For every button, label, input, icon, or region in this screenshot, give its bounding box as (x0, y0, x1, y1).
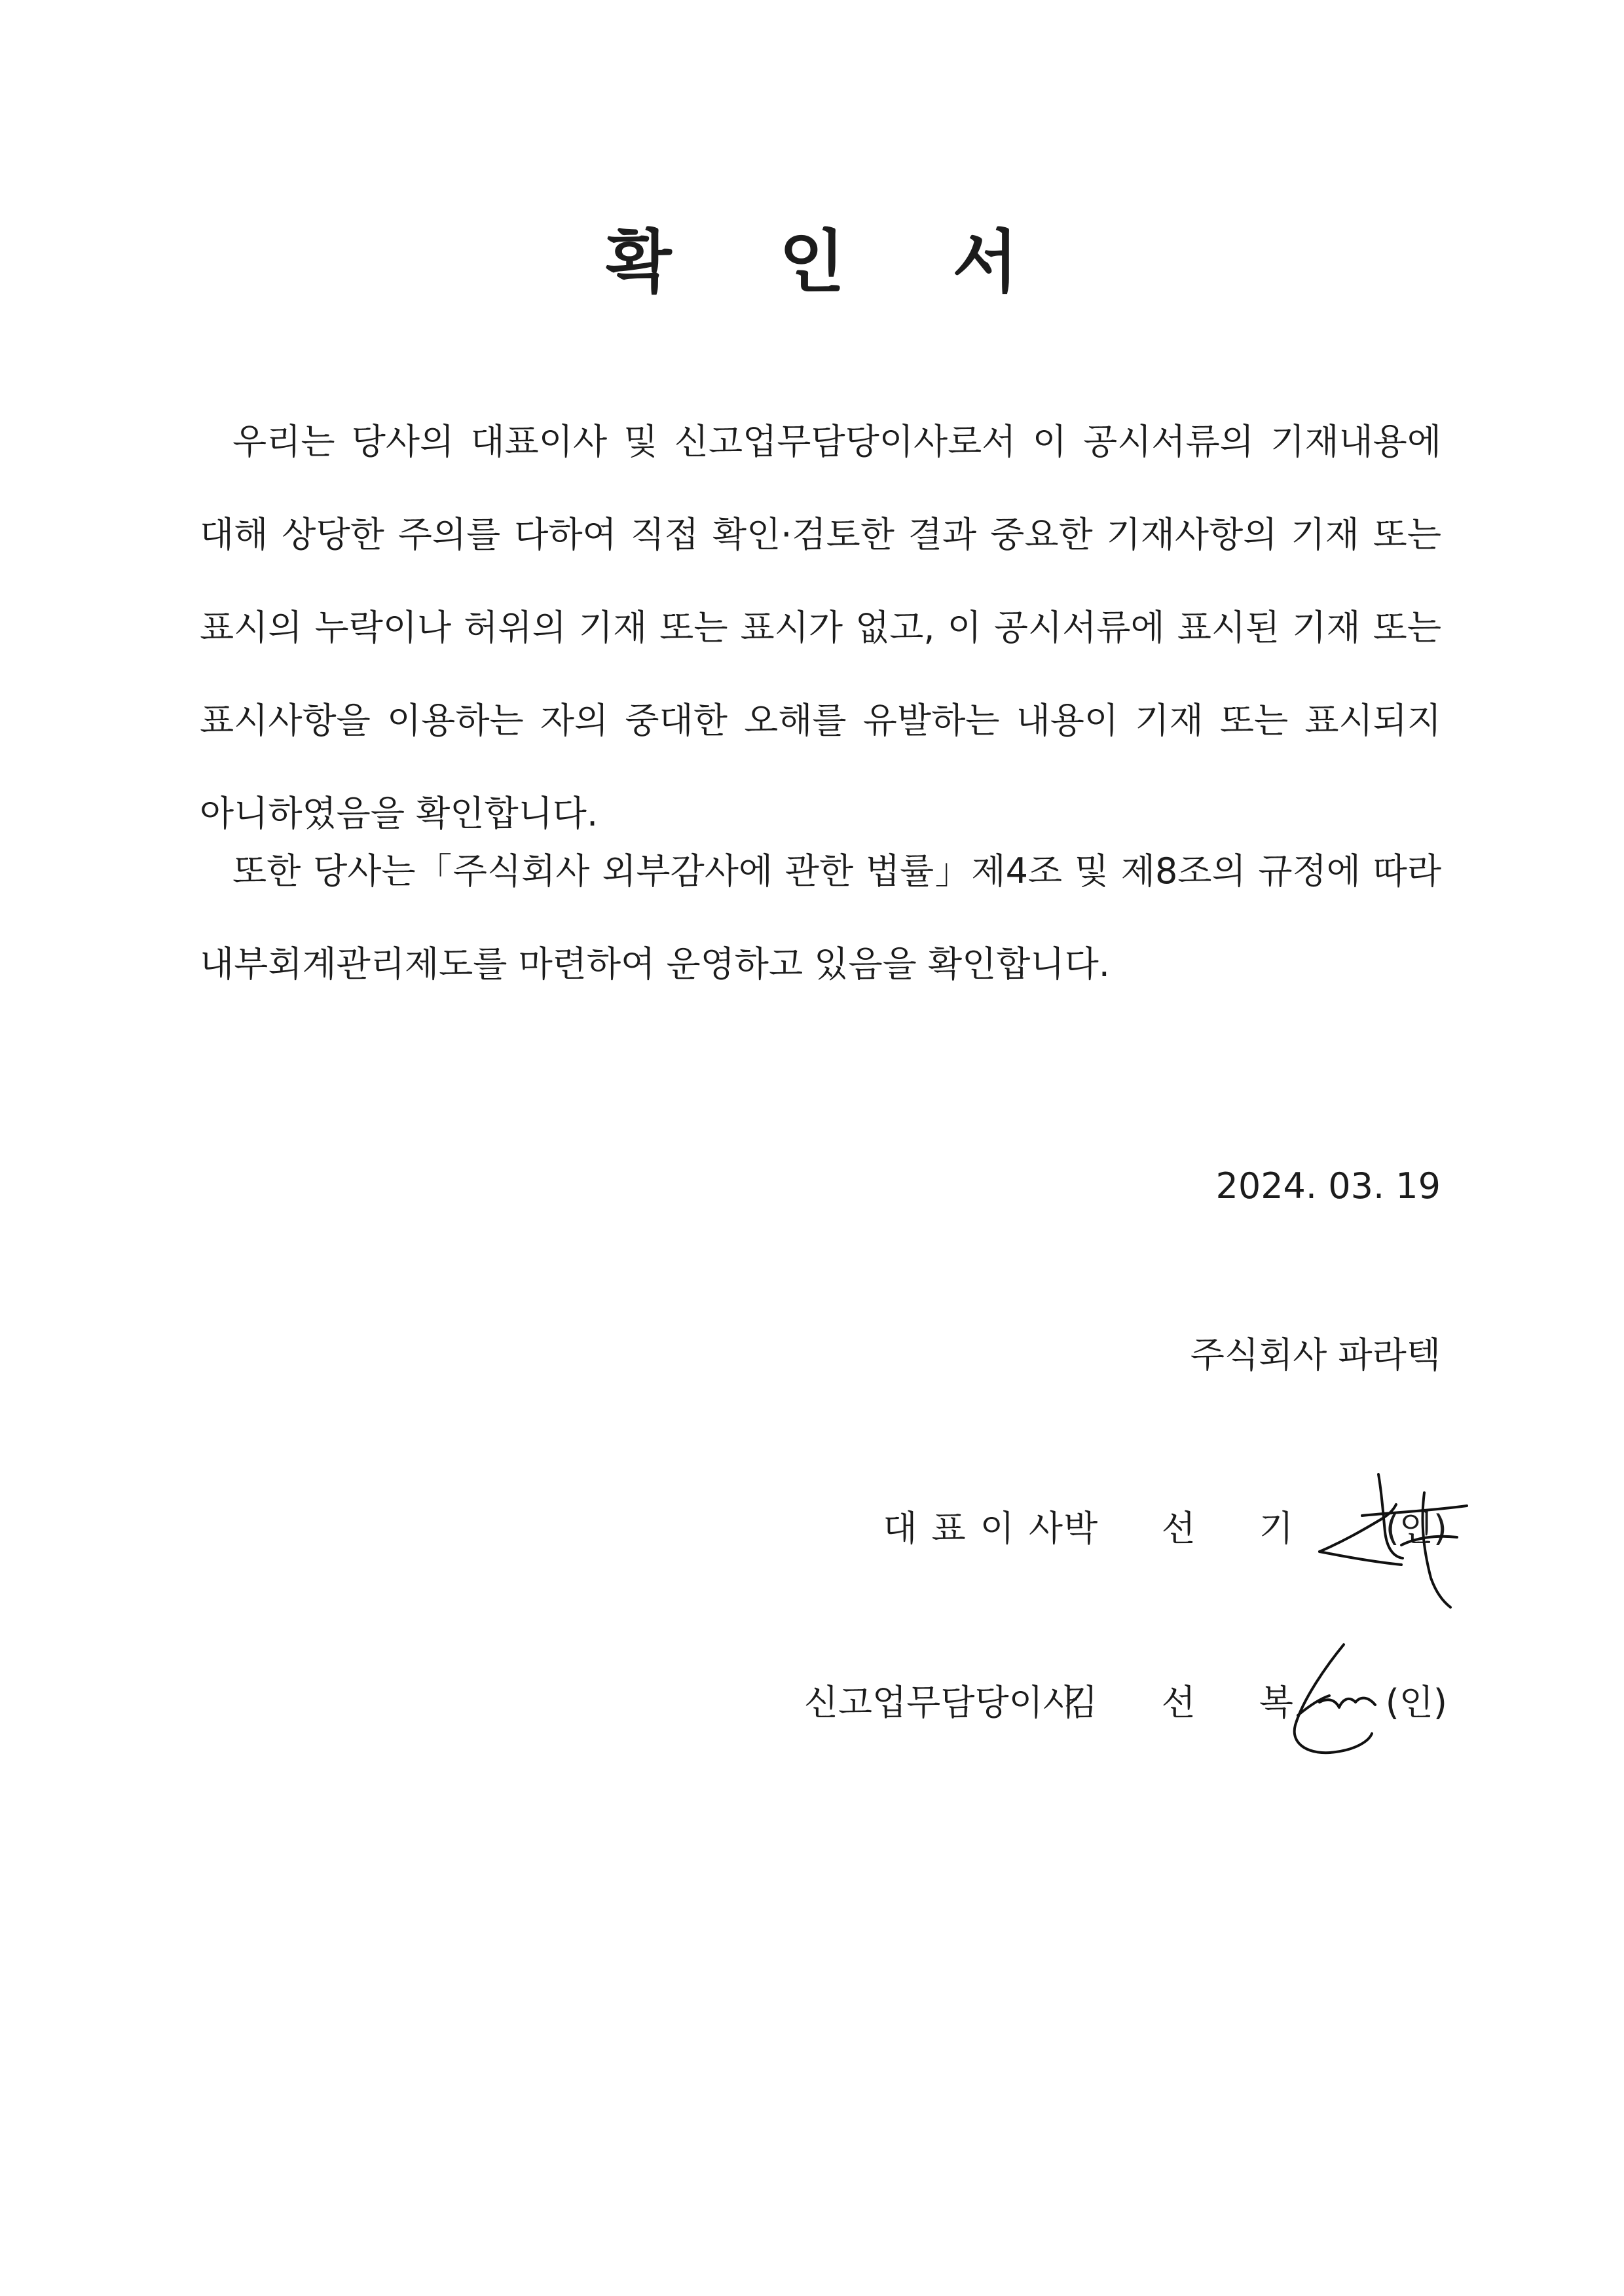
signatory-role: 대표이사 (883, 1508, 1077, 1549)
internal-control-paragraph: 또한 당사는「주식회사 외부감사에 관한 법률」제4조 및 제8조의 규정에 따라 내부회계관리제도를 마련하여 운영하고 있음을 확인합니다. (200, 850, 1441, 985)
confirmation-paragraph: 우리는 당사의 대표이사 및 신고업무담당이사로서 이 공시서류의 기재내용에 대해 상당한 주의를 다하여 직접 확인·검토한 결과 중요한 기재사항의 기재 또는 표시의 누락이나 허위의 기재 또는 표시가 없고, 이 공시서류에 표시된 기재 또는 표시사항을 이용하는 자의 중대한 오해를 유발하는 내용이 기재 또는 표시되지 아니하였음을 확인합니다. (200, 421, 1441, 834)
signatory-row-disclosure-director (753, 1673, 1447, 1732)
company-name: 주식회사 파라텍 (1190, 1334, 1441, 1376)
document-title: 확 인 서 (606, 222, 1060, 302)
signatory-name: 박 선 기 (1063, 1508, 1320, 1549)
signatory-row-ceo (753, 1499, 1447, 1558)
signatory-role: 신고업무담당이사 (803, 1682, 1077, 1723)
signatory-name: 김 선 복 (1063, 1682, 1320, 1723)
seal-mark: (인) (1385, 1508, 1447, 1549)
seal-mark: (인) (1385, 1682, 1447, 1723)
document-date: 2024. 03. 19 (1215, 1165, 1441, 1207)
